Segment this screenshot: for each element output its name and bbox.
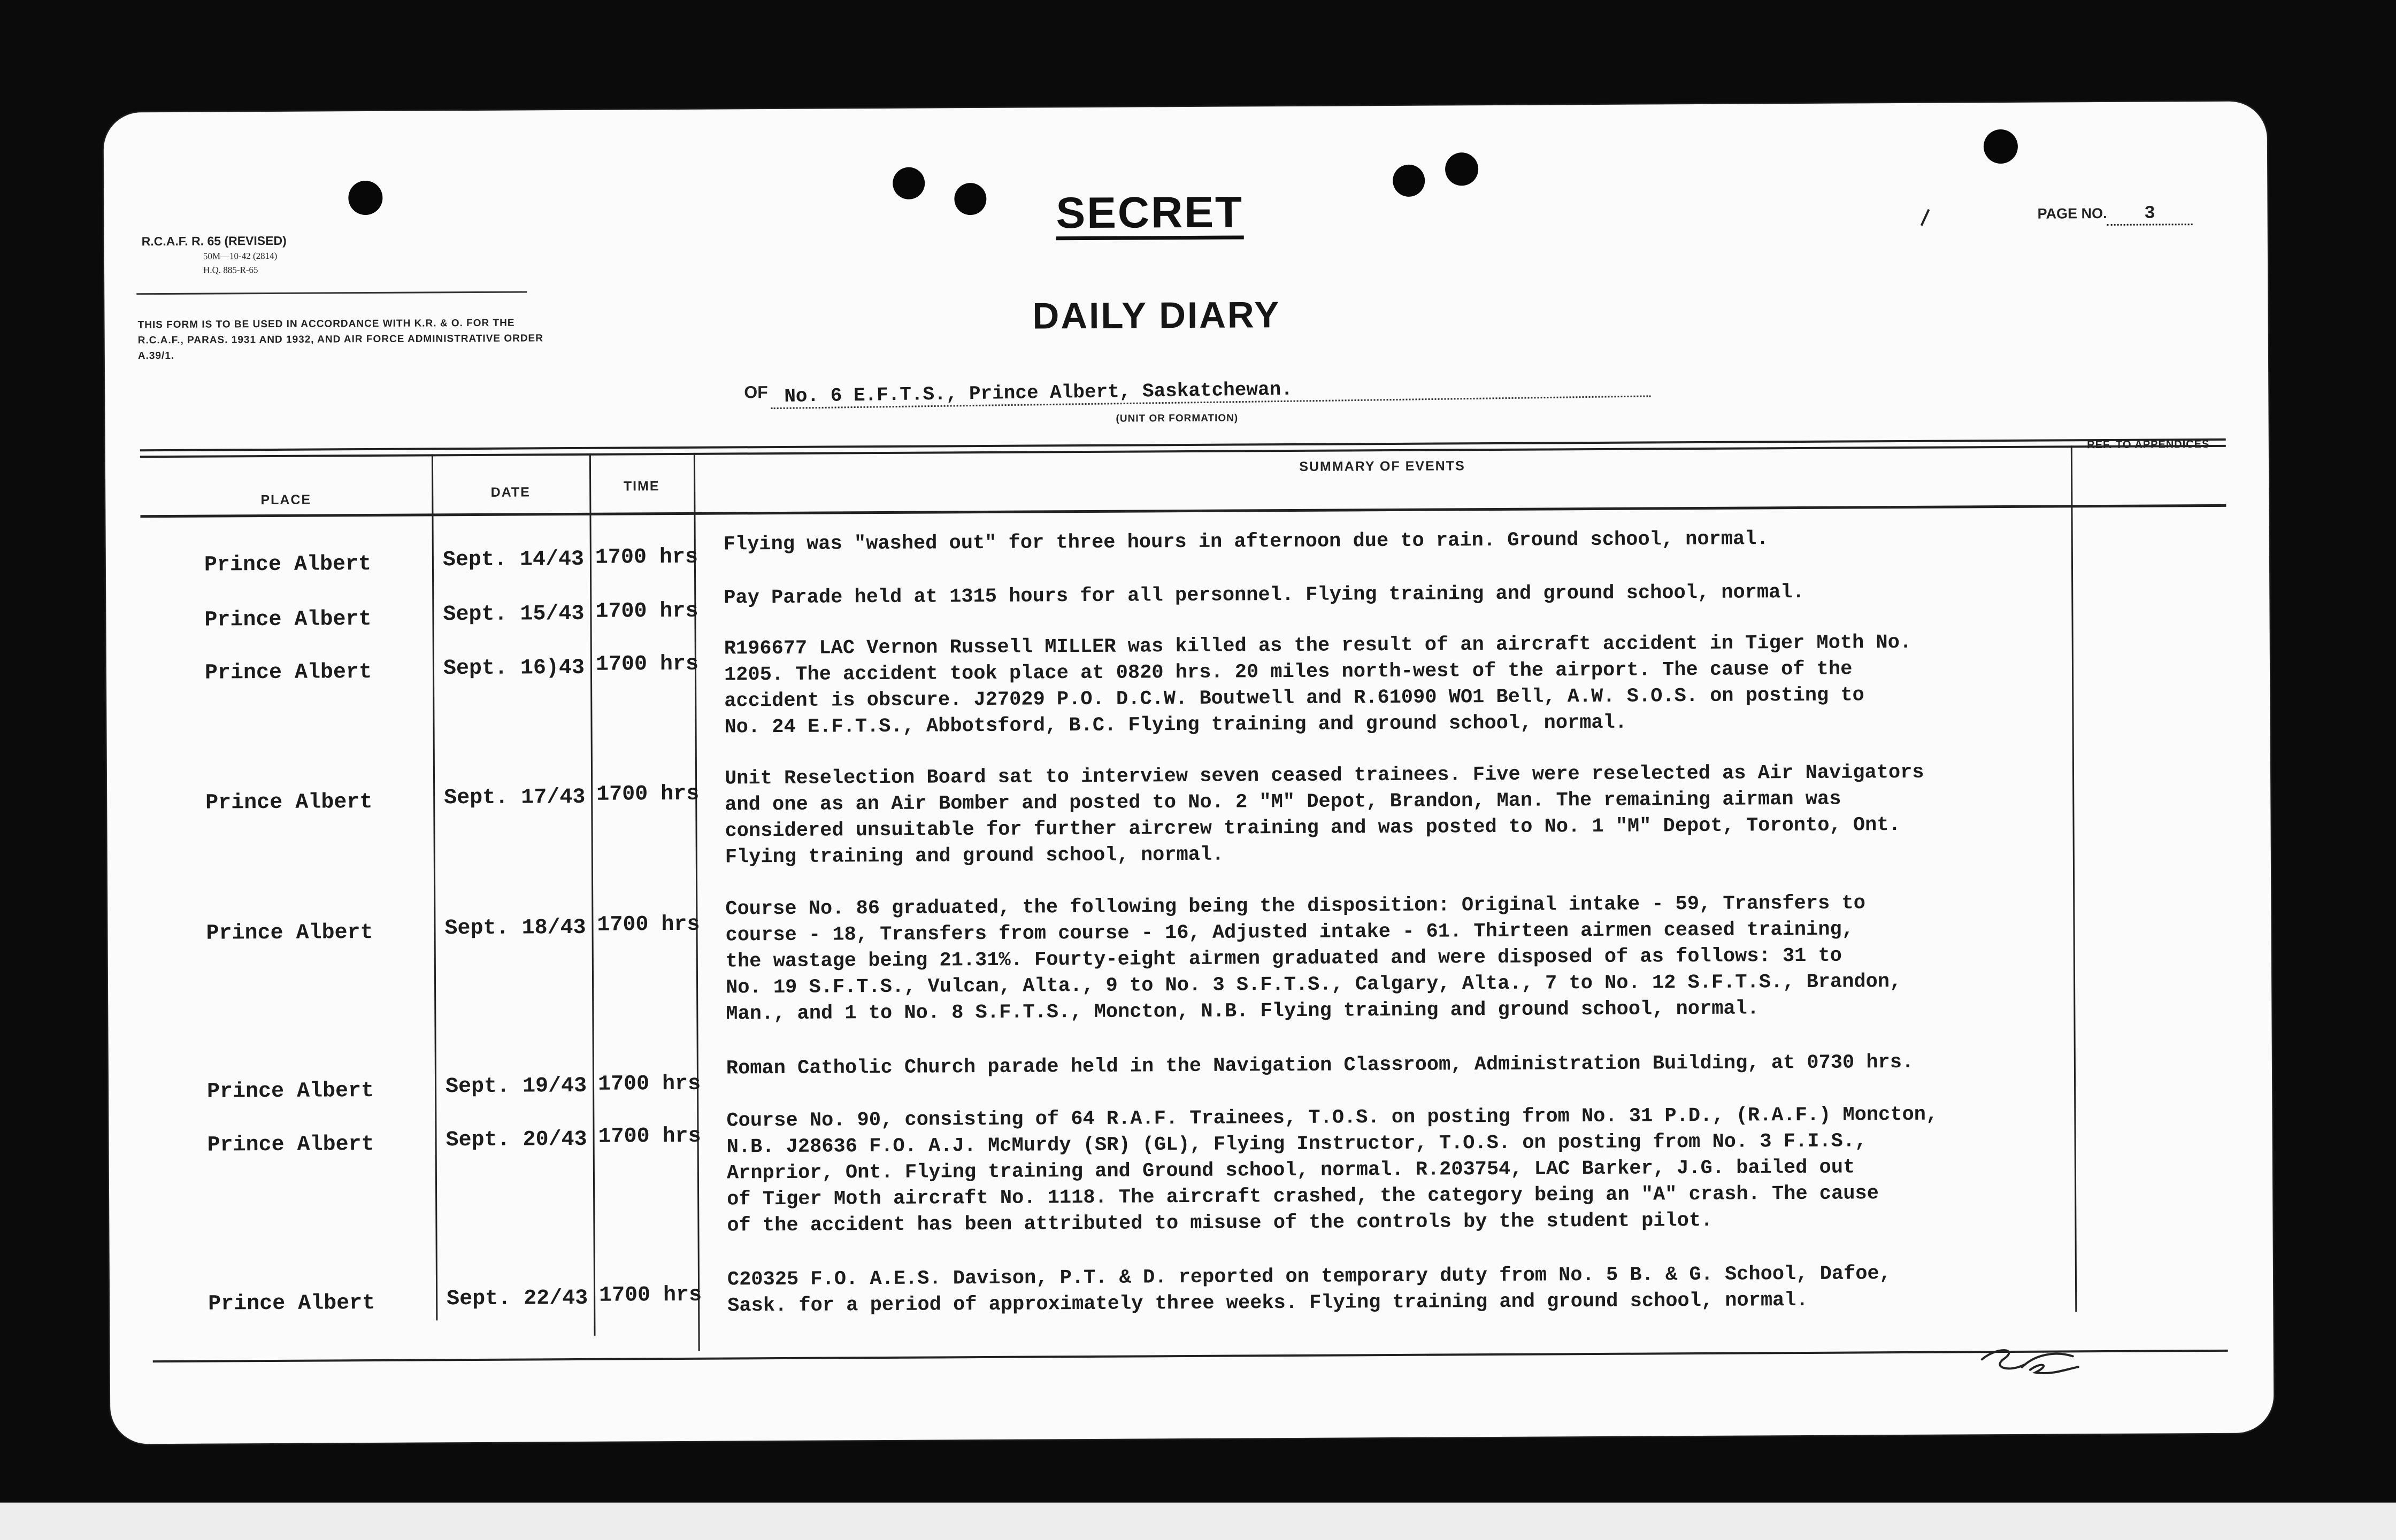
unit-field bbox=[744, 377, 1653, 405]
entry-place: Prince Albert bbox=[207, 1132, 374, 1158]
scanner-edge bbox=[0, 1503, 2396, 1540]
column-divider bbox=[432, 454, 437, 1320]
entry-date: Sept. 14/43 bbox=[442, 547, 585, 573]
entry-time: 1700 hrs bbox=[597, 912, 700, 937]
entry-summary: C20325 F.O. A.E.S. Davison, P.T. & D. reported on temporary duty from No. 5 B. & G. School, Dafoe, Sask. for a period of approximately three weeks. Flying training and ground school, normal. bbox=[727, 1262, 1892, 1318]
table-bottom-rule bbox=[153, 1350, 2228, 1362]
entry-place: Prince Albert bbox=[205, 790, 373, 815]
form-identifier bbox=[142, 232, 287, 278]
punch-hole bbox=[1984, 129, 2018, 164]
diary-entry bbox=[109, 1048, 2229, 1104]
entry-time: 1700 hrs bbox=[595, 599, 698, 624]
of-label: OF bbox=[744, 382, 768, 402]
entry-summary: Roman Catholic Church parade held in the Navigation Classroom, Administration Building, at 0730 hrs. bbox=[726, 1051, 1914, 1080]
form-usage-note: THIS FORM IS TO BE USED IN ACCORDANCE WITH K.R. & O. FOR THE R.C.A.F., PARAS. 1931 AND 1932, AND AIR FORCE ADMINISTRATIVE ORDER A.39/1. bbox=[137, 317, 543, 362]
column-divider bbox=[589, 453, 596, 1336]
entry-date: Sept. 16)43 bbox=[443, 656, 585, 681]
diary-entry bbox=[106, 578, 2226, 633]
document-title: DAILY DIARY bbox=[1032, 294, 1281, 337]
column-header-ref: REF. TO APPENDICES bbox=[2087, 438, 2210, 451]
entry-place: Prince Albert bbox=[206, 920, 373, 946]
entry-place: Prince Albert bbox=[208, 1291, 375, 1316]
entry-time: 1700 hrs bbox=[595, 545, 698, 570]
unit-value: No. 6 E.F.T.S., Prince Albert, Saskatchewan. bbox=[771, 373, 1650, 409]
entry-date: Sept. 18/43 bbox=[444, 915, 586, 941]
table-top-rule bbox=[140, 438, 2226, 451]
entry-date: Sept. 19/43 bbox=[445, 1074, 587, 1099]
print-code: 50M—10-42 (2814) bbox=[203, 250, 278, 261]
diary-card bbox=[104, 101, 2274, 1444]
page-number: 3 bbox=[2107, 203, 2192, 226]
entry-place: Prince Albert bbox=[204, 660, 372, 686]
punch-hole bbox=[348, 181, 382, 215]
punch-hole bbox=[954, 183, 986, 215]
form-number: R.C.A.F. R. 65 (REVISED) bbox=[141, 233, 287, 249]
print-code: H.Q. 885-R-65 bbox=[203, 265, 258, 275]
column-header-time: TIME bbox=[623, 479, 660, 494]
column-divider bbox=[694, 453, 700, 1351]
divider bbox=[136, 291, 527, 295]
diary-entry bbox=[110, 1259, 2230, 1318]
entry-summary: Pay Parade held at 1315 hours for all personnel. Flying training and ground school, normal. bbox=[724, 581, 1804, 610]
punch-hole bbox=[1393, 165, 1425, 197]
unit-caption: (UNIT OR FORMATION) bbox=[1116, 412, 1239, 425]
pen-mark bbox=[1917, 207, 1933, 229]
column-header-date: DATE bbox=[490, 484, 531, 500]
diary-entry bbox=[106, 524, 2226, 578]
header-bottom-rule bbox=[140, 504, 2226, 518]
entry-date: Sept. 22/43 bbox=[447, 1286, 588, 1312]
entry-summary: Flying was "washed out" for three hours in afternoon due to rain. Ground school, normal. bbox=[723, 528, 1769, 556]
column-header-place: PLACE bbox=[260, 492, 312, 508]
column-divider bbox=[2071, 445, 2077, 1312]
punch-hole bbox=[1445, 152, 1478, 186]
entry-time: 1700 hrs bbox=[598, 1283, 702, 1308]
entry-place: Prince Albert bbox=[204, 607, 372, 633]
entry-date: Sept. 15/43 bbox=[443, 602, 585, 627]
page-number-label: PAGE NO. bbox=[2037, 205, 2107, 222]
entry-time: 1700 hrs bbox=[596, 782, 700, 807]
entry-date: Sept. 17/43 bbox=[444, 785, 586, 811]
column-header-summary: SUMMARY OF EVENTS bbox=[1299, 458, 1465, 474]
entry-summary: Course No. 86 graduated, the following being the disposition: Original intake - 59, Transfers to course - 18, Transfers from course - 16, Adjusted intake - 61. Thirteen airmen ceased training, the wastage being 21.31%. Fourty-eight airmen graduated and were disposed of as follows: 31 to No. 19 S.F.T.S., Vulcan, Alta., 9 to No. 3 S.F.T.S., Calgary, Alta., 7 to No. 12 S.F.T.S., Brandon, Man., and 1 to No. 8 S.F.T.S., Moncton, N.B. Flying training and ground school, normal. bbox=[725, 892, 1902, 1026]
punch-hole bbox=[893, 167, 925, 199]
initials-signature bbox=[1971, 1343, 2084, 1381]
entry-summary: Unit Reselection Board sat to interview seven ceased trainees. Five were reselected as Air Navigators and one as an Air Bomber and posted to No. 2 "M" Depot, Brandon, Man. The remaining airman was considered unsuitable for further aircrew training and was posted to No. 1 "M" Depot, Toronto, Ont. Flying training and ground school, normal. bbox=[724, 761, 1924, 869]
classification-label: SECRET bbox=[1056, 189, 1243, 240]
entry-summary: R196677 LAC Vernon Russell MILLER was killed as the result of an aircraft accident in Tiger Moth No. 1205. The accident took place at 0820 hrs. 20 miles north-west of the airport. The cause of the accident is obscure. J27029 P.O. D.C.W. Boutwell and R.61090 WO1 Bell, A.W. S.O.S. on posting to No. 24 E.F.T.S., Abbotsford, B.C. Flying training and ground school, normal. bbox=[724, 631, 1912, 739]
entry-place: Prince Albert bbox=[206, 1079, 374, 1104]
entry-time: 1700 hrs bbox=[595, 652, 699, 677]
entry-time: 1700 hrs bbox=[597, 1072, 701, 1097]
entry-date: Sept. 20/43 bbox=[446, 1127, 587, 1153]
entry-time: 1700 hrs bbox=[598, 1124, 701, 1149]
diary-entry bbox=[107, 889, 2228, 1026]
diary-entry bbox=[107, 758, 2228, 869]
entry-place: Prince Albert bbox=[204, 552, 372, 578]
page-number-field bbox=[2037, 203, 2192, 226]
entry-summary: Course No. 90, consisting of 64 R.A.F. Trainees, T.O.S. on posting from No. 31 P.D., (R.A.F.) Moncton, N.B. J28636 F.O. A.J. McMurdy (SR) (GL), Flying Instructor, T.O.S. on posting from No. 3 F.I.S., Arnprior, Ont. Flying training and Ground school, normal. R.203754, LAC Barker, J.G. bailed out of Tiger Moth aircraft No. 1118. The aircraft crashed, the category being an "A" crash. The cause of the accident has been attributed to misuse of the controls by the student pilot. bbox=[726, 1103, 1938, 1237]
